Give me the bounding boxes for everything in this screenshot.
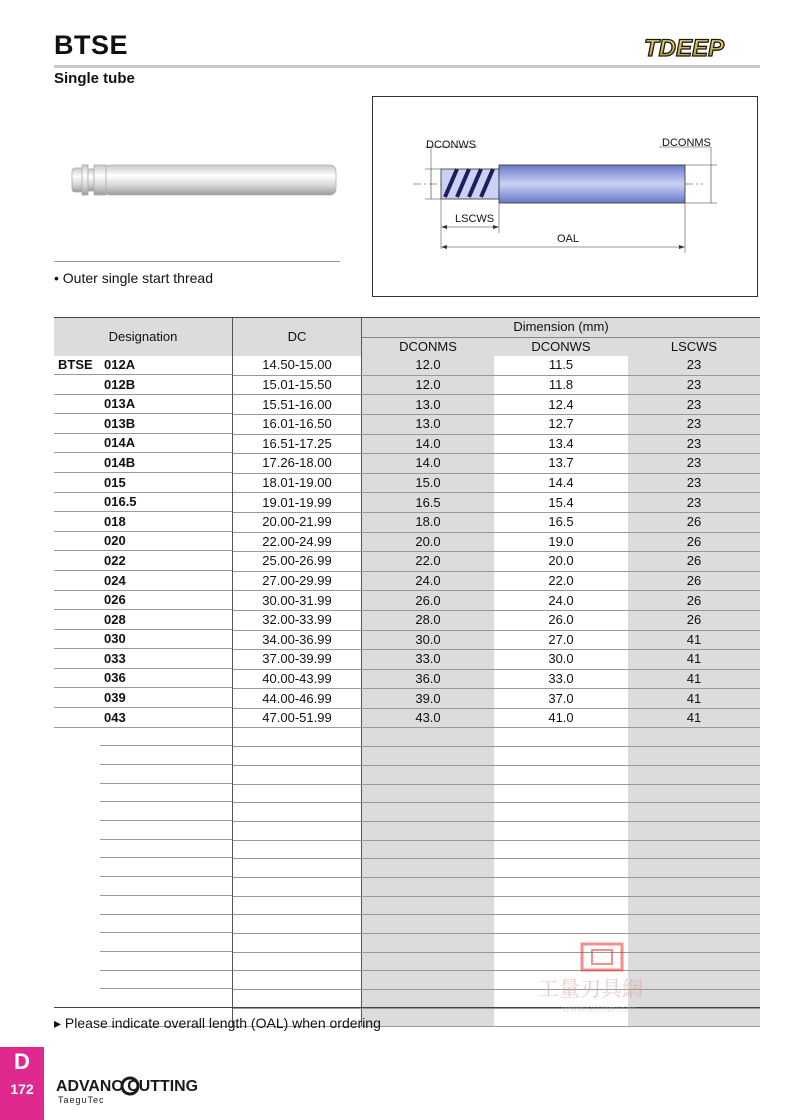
designation-cell <box>54 395 233 415</box>
dconws-cell: 30.0 <box>494 650 628 670</box>
dconms-cell-empty <box>362 915 495 934</box>
dconws-cell: 33.0 <box>494 669 628 689</box>
designation-cell <box>54 356 233 375</box>
table-row <box>54 493 760 513</box>
table-row <box>54 512 760 532</box>
table-row <box>54 591 760 611</box>
dconms-cell: 39.0 <box>362 689 495 709</box>
brand-sub-text: TaeguTec <box>58 1095 105 1105</box>
lscws-cell-empty <box>628 877 760 896</box>
lscws-cell: 26 <box>628 532 760 552</box>
dconms-cell-empty <box>362 1008 495 1027</box>
dc-cell-empty <box>233 896 362 915</box>
designation-prefix: BTSE <box>58 357 93 373</box>
designation-code: 012B <box>104 376 136 392</box>
tdeep-logo <box>640 30 762 64</box>
dconws-cell: 27.0 <box>494 630 628 650</box>
header-dimension-group: Dimension (mm) <box>362 318 761 337</box>
designation-code: 013A <box>104 396 136 412</box>
designation-cell <box>54 454 233 474</box>
designation-cell-empty <box>54 877 233 896</box>
lscws-cell: 23 <box>628 493 760 513</box>
dconms-cell-empty <box>362 990 495 1009</box>
lscws-cell: 41 <box>628 669 760 689</box>
dconws-cell: 16.5 <box>494 512 628 532</box>
dc-cell-empty <box>233 859 362 878</box>
lscws-cell-empty <box>628 803 760 822</box>
dc-cell: 32.00-33.99 <box>233 610 362 630</box>
table-row <box>54 689 760 709</box>
table-row <box>54 356 760 375</box>
watermark-chars: 工量刃具網 <box>538 977 643 1001</box>
tube-product-image <box>68 150 343 210</box>
lscws-cell: 26 <box>628 591 760 611</box>
empty-table-row <box>54 896 760 915</box>
designation-cell-empty <box>54 784 233 803</box>
dc-cell: 25.00-26.99 <box>233 552 362 572</box>
dc-cell-empty <box>233 840 362 859</box>
lscws-cell: 23 <box>628 356 760 375</box>
designation-cell-empty <box>54 859 233 878</box>
lscws-cell: 23 <box>628 454 760 474</box>
dc-cell-empty <box>233 877 362 896</box>
designation-cell <box>54 375 233 395</box>
dconms-cell: 12.0 <box>362 356 495 375</box>
designation-code: 018 <box>104 513 126 529</box>
dconms-cell-empty <box>362 840 495 859</box>
dc-cell: 17.26-18.00 <box>233 454 362 474</box>
advance-cutting-logo <box>54 1072 204 1106</box>
designation-code: 022 <box>104 552 126 568</box>
label-dconms: DCONMS <box>662 137 711 149</box>
designation-code: 039 <box>104 690 126 706</box>
dconms-cell: 14.0 <box>362 434 495 454</box>
table-row <box>54 395 760 415</box>
lscws-cell-empty <box>628 821 760 840</box>
dconws-cell: 22.0 <box>494 571 628 591</box>
dc-cell: 19.01-19.99 <box>233 493 362 513</box>
dc-cell-empty <box>233 934 362 953</box>
dconms-cell-empty <box>362 952 495 971</box>
dconws-cell-empty <box>494 784 628 803</box>
dconms-cell: 24.0 <box>362 571 495 591</box>
spec-table <box>54 318 760 1027</box>
lscws-cell: 41 <box>628 689 760 709</box>
table-row <box>54 552 760 572</box>
table-row <box>54 571 760 591</box>
designation-code: 016.5 <box>104 494 137 510</box>
dc-cell: 47.00-51.99 <box>233 708 362 728</box>
empty-table-row <box>54 821 760 840</box>
dconms-cell-empty <box>362 859 495 878</box>
designation-cell <box>54 650 233 670</box>
dc-cell: 15.01-15.50 <box>233 375 362 395</box>
designation-code: 028 <box>104 611 126 627</box>
designation-cell-empty <box>54 952 233 971</box>
dc-cell-empty <box>233 784 362 803</box>
feature-bullet: • Outer single start thread <box>54 270 213 286</box>
dc-cell: 16.51-17.25 <box>233 434 362 454</box>
dconms-cell: 36.0 <box>362 669 495 689</box>
dc-cell: 14.50-15.00 <box>233 356 362 375</box>
dc-cell: 18.01-19.00 <box>233 473 362 493</box>
dc-cell-empty <box>233 803 362 822</box>
dconws-cell: 12.4 <box>494 395 628 415</box>
dconws-cell-empty <box>494 877 628 896</box>
lscws-cell-empty <box>628 840 760 859</box>
dc-cell: 20.00-21.99 <box>233 512 362 532</box>
dconms-cell-empty <box>362 765 495 784</box>
lscws-cell: 23 <box>628 375 760 395</box>
designation-cell-empty <box>54 803 233 822</box>
dc-cell: 27.00-29.99 <box>233 571 362 591</box>
designation-cell <box>54 512 233 532</box>
dc-cell: 37.00-39.99 <box>233 650 362 670</box>
page-subtitle: Single tube <box>54 70 135 87</box>
designation-cell-empty <box>54 747 233 766</box>
designation-code: 036 <box>104 670 126 686</box>
dconms-cell: 26.0 <box>362 591 495 611</box>
page-title: BTSE <box>54 30 129 60</box>
dconms-cell: 22.0 <box>362 552 495 572</box>
dconms-cell-empty <box>362 934 495 953</box>
dconms-cell-empty <box>362 803 495 822</box>
empty-table-row <box>54 728 760 747</box>
dimension-diagram <box>372 96 758 297</box>
dconws-cell: 26.0 <box>494 610 628 630</box>
dc-cell-empty <box>233 728 362 747</box>
lscws-cell: 41 <box>628 708 760 728</box>
dconws-cell-empty <box>494 821 628 840</box>
table-row <box>54 434 760 454</box>
table-row <box>54 650 760 670</box>
designation-code: 015 <box>104 474 126 490</box>
lscws-cell-empty <box>628 747 760 766</box>
designation-cell <box>54 414 233 434</box>
dconws-cell: 14.4 <box>494 473 628 493</box>
lscws-cell-empty <box>628 915 760 934</box>
designation-cell-empty <box>54 934 233 953</box>
label-dconws: DCONWS <box>426 139 477 151</box>
table-row <box>54 414 760 434</box>
designation-cell <box>54 532 233 552</box>
designation-cell <box>54 708 233 728</box>
designation-cell-empty <box>54 840 233 859</box>
lscws-cell: 41 <box>628 630 760 650</box>
dconws-cell-empty <box>494 896 628 915</box>
dconws-cell-empty <box>494 915 628 934</box>
dc-cell: 22.00-24.99 <box>233 532 362 552</box>
empty-table-row <box>54 747 760 766</box>
lscws-cell: 23 <box>628 414 760 434</box>
dconms-cell: 18.0 <box>362 512 495 532</box>
dconms-cell-empty <box>362 747 495 766</box>
designation-cell <box>54 434 233 454</box>
designation-cell <box>54 552 233 572</box>
dconms-cell: 20.0 <box>362 532 495 552</box>
designation-code: 012A <box>104 357 136 373</box>
dconws-cell-empty <box>494 803 628 822</box>
lscws-cell-empty <box>628 859 760 878</box>
dconms-cell-empty <box>362 821 495 840</box>
table-row <box>54 473 760 493</box>
designation-code: 033 <box>104 650 126 666</box>
lscws-cell: 23 <box>628 473 760 493</box>
feature-rule <box>54 261 340 262</box>
table-row <box>54 610 760 630</box>
dconms-cell-empty <box>362 728 495 747</box>
dconws-cell: 13.7 <box>494 454 628 474</box>
designation-code: 020 <box>104 533 126 549</box>
dconws-cell: 37.0 <box>494 689 628 709</box>
header-lscws: LSCWS <box>628 337 760 356</box>
empty-table-row <box>54 859 760 878</box>
header-dc: DC <box>233 318 362 356</box>
designation-code: 014B <box>104 454 136 470</box>
lscws-cell-empty <box>628 784 760 803</box>
dconws-cell: 20.0 <box>494 552 628 572</box>
dimension-drawing <box>373 97 757 296</box>
lscws-cell-empty <box>628 765 760 784</box>
brand-main-text: ADVANC CUTTING <box>56 1078 198 1095</box>
designation-cell-empty <box>54 728 233 747</box>
designation-cell-empty <box>54 765 233 784</box>
dconms-cell: 13.0 <box>362 414 495 434</box>
dc-cell-empty <box>233 915 362 934</box>
table-row <box>54 669 760 689</box>
empty-table-row <box>54 784 760 803</box>
header-designation: Designation <box>54 318 233 356</box>
designation-cell-empty <box>54 915 233 934</box>
dconms-cell: 16.5 <box>362 493 495 513</box>
dconws-cell: 19.0 <box>494 532 628 552</box>
dconws-cell: 12.7 <box>494 414 628 434</box>
lscws-cell: 26 <box>628 512 760 532</box>
designation-cell-empty <box>54 896 233 915</box>
dc-cell: 34.00-36.99 <box>233 630 362 650</box>
lscws-cell: 26 <box>628 571 760 591</box>
empty-table-row <box>54 915 760 934</box>
designation-cell-empty <box>54 821 233 840</box>
dconws-cell: 15.4 <box>494 493 628 513</box>
dconms-cell: 43.0 <box>362 708 495 728</box>
dconws-cell: 13.4 <box>494 434 628 454</box>
header-dconms: DCONMS <box>362 337 495 356</box>
spec-table-body <box>54 356 760 1027</box>
lscws-cell-empty <box>628 728 760 747</box>
dc-cell-empty <box>233 971 362 990</box>
dconws-cell: 24.0 <box>494 591 628 611</box>
designation-cell <box>54 630 233 650</box>
empty-table-row <box>54 765 760 784</box>
dc-cell-empty <box>233 821 362 840</box>
designation-cell <box>54 493 233 513</box>
designation-code: 013B <box>104 415 136 431</box>
dconws-cell: 41.0 <box>494 708 628 728</box>
label-oal: OAL <box>557 233 580 245</box>
header-dconws: DCONWS <box>494 337 628 356</box>
table-row <box>54 708 760 728</box>
watermark-url: WWW.GLRJW.COM <box>562 1005 635 1014</box>
lscws-cell: 26 <box>628 610 760 630</box>
table-row <box>54 375 760 395</box>
empty-table-row <box>54 877 760 896</box>
dconws-cell: 11.5 <box>494 356 628 375</box>
designation-cell <box>54 591 233 611</box>
dconws-cell-empty <box>494 765 628 784</box>
dconms-cell: 30.0 <box>362 630 495 650</box>
ordering-note: ▸ Please indicate overall length (OAL) when ordering <box>54 1015 381 1031</box>
designation-cell-empty <box>54 971 233 990</box>
lscws-cell: 23 <box>628 395 760 415</box>
dconws-cell-empty <box>494 859 628 878</box>
lscws-cell: 26 <box>628 552 760 572</box>
designation-cell <box>54 669 233 689</box>
table-row <box>54 454 760 474</box>
dconms-cell-empty <box>362 877 495 896</box>
designation-cell <box>54 689 233 709</box>
lscws-cell: 41 <box>628 650 760 670</box>
dconms-cell: 13.0 <box>362 395 495 415</box>
dc-cell: 40.00-43.99 <box>233 669 362 689</box>
designation-code: 030 <box>104 631 126 647</box>
designation-code: 024 <box>104 572 126 588</box>
dc-cell-empty <box>233 952 362 971</box>
dconms-cell-empty <box>362 784 495 803</box>
dc-cell-empty <box>233 990 362 1009</box>
dconws-cell: 11.8 <box>494 375 628 395</box>
dc-cell: 44.00-46.99 <box>233 689 362 709</box>
dconms-cell: 12.0 <box>362 375 495 395</box>
table-row <box>54 630 760 650</box>
section-tab <box>0 1047 44 1120</box>
dconws-cell-empty <box>494 728 628 747</box>
empty-table-row <box>54 840 760 859</box>
dconms-cell-empty <box>362 971 495 990</box>
label-lscws: LSCWS <box>455 213 495 225</box>
designation-code: 014A <box>104 435 136 451</box>
tdeep-logo-text: TDEEP <box>644 35 725 62</box>
lscws-cell: 23 <box>628 434 760 454</box>
section-letter: D <box>14 1049 30 1074</box>
dc-cell: 30.00-31.99 <box>233 591 362 611</box>
header-rule <box>54 65 760 68</box>
watermark-logo <box>536 940 676 1020</box>
designation-code: 026 <box>104 592 126 608</box>
dconms-cell: 15.0 <box>362 473 495 493</box>
designation-cell <box>54 610 233 630</box>
dconms-cell: 14.0 <box>362 454 495 474</box>
designation-cell <box>54 473 233 493</box>
dconms-cell-empty <box>362 896 495 915</box>
page-number: 172 <box>10 1081 34 1097</box>
dc-cell: 16.01-16.50 <box>233 414 362 434</box>
dc-cell-empty <box>233 747 362 766</box>
dc-cell-empty <box>233 765 362 784</box>
dc-cell: 15.51-16.00 <box>233 395 362 415</box>
dconms-cell: 28.0 <box>362 610 495 630</box>
dconms-cell: 33.0 <box>362 650 495 670</box>
designation-code: 043 <box>104 709 126 725</box>
designation-cell <box>54 571 233 591</box>
empty-table-row <box>54 803 760 822</box>
table-row <box>54 532 760 552</box>
lscws-cell-empty <box>628 896 760 915</box>
dconws-cell-empty <box>494 747 628 766</box>
designation-cell-empty <box>54 990 233 1009</box>
dconws-cell-empty <box>494 840 628 859</box>
